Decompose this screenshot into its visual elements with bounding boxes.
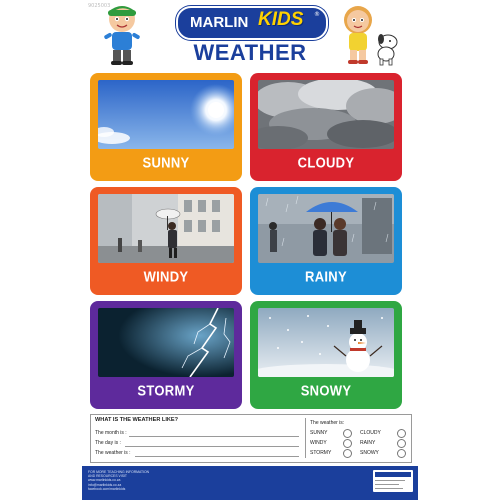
card-stormy — [90, 301, 242, 409]
option-cloudy-circle[interactable] — [397, 429, 406, 438]
month-label: The month is : — [95, 430, 127, 436]
footer-label-line — [375, 488, 403, 489]
logo-marlin-text: MARLIN — [190, 14, 249, 31]
card-windy — [90, 187, 242, 295]
weather-poster — [82, 0, 418, 500]
option-stormy: STORMY — [310, 450, 332, 456]
weather-label: The weather is : — [95, 450, 131, 456]
footer-label-line — [375, 480, 405, 481]
option-sunny-circle[interactable] — [343, 429, 352, 438]
month-field[interactable] — [129, 436, 299, 437]
snowman-photo — [258, 308, 394, 377]
marlin-kids-logo — [176, 6, 328, 40]
footer-logo — [375, 472, 411, 477]
poster-footer — [82, 466, 418, 500]
footer-line: info@marlinkids.co.za — [88, 482, 122, 487]
rainy-umbrella-photo — [258, 194, 394, 263]
option-rainy: RAINY — [360, 440, 376, 446]
card-label-cloudy: CLOUDY — [297, 154, 355, 171]
footer-label-line — [375, 484, 399, 485]
logo-kids-text: KIDS — [258, 9, 304, 30]
card-cloudy — [250, 73, 402, 181]
card-rainy — [250, 187, 402, 295]
cloudy-sky-photo — [258, 80, 394, 149]
page-title: WEATHER — [193, 40, 307, 65]
sunny-sky-photo — [98, 80, 234, 149]
checklist-heading: The weather is: — [310, 420, 345, 426]
product-code: 9025003 — [88, 3, 111, 9]
option-sunny: SUNNY — [310, 430, 328, 436]
weather-checklist — [310, 417, 408, 459]
registered-mark: ® — [314, 11, 320, 18]
activity-divider — [305, 418, 306, 458]
option-rainy-circle[interactable] — [397, 439, 406, 448]
card-label-snowy: SNOWY — [300, 382, 352, 399]
card-sunny — [90, 73, 242, 181]
weather-journal — [95, 417, 303, 459]
card-label-stormy: STORMY — [137, 382, 195, 399]
option-windy: WINDY — [310, 440, 327, 446]
option-cloudy: CLOUDY — [360, 430, 381, 436]
day-field[interactable] — [125, 446, 299, 447]
option-stormy-circle[interactable] — [343, 449, 352, 458]
card-snowy — [250, 301, 402, 409]
card-label-windy: WINDY — [143, 268, 189, 285]
card-label-sunny: SUNNY — [142, 154, 190, 171]
footer-line: facebook.com/marlinkids — [88, 486, 126, 491]
stormy-lightning-photo — [98, 308, 234, 377]
activity-question: WHAT IS THE WEATHER LIKE? — [95, 417, 179, 423]
windy-street-photo — [98, 194, 234, 263]
option-snowy: SNOWY — [360, 450, 379, 456]
option-snowy-circle[interactable] — [397, 449, 406, 458]
option-windy-circle[interactable] — [343, 439, 352, 448]
footer-info — [88, 470, 149, 491]
card-label-rainy: RAINY — [305, 268, 347, 285]
weather-activity-box — [90, 414, 412, 463]
footer-line: www.marlinkids.co.za — [88, 478, 121, 483]
weather-field[interactable] — [135, 456, 299, 457]
day-label: The day is : — [95, 440, 121, 446]
barcode-label — [373, 470, 413, 492]
footer-line: AND RESOURCES VISIT — [88, 474, 127, 479]
footer-line: FOR MORE TEACHING INFORMATION — [88, 470, 150, 474]
